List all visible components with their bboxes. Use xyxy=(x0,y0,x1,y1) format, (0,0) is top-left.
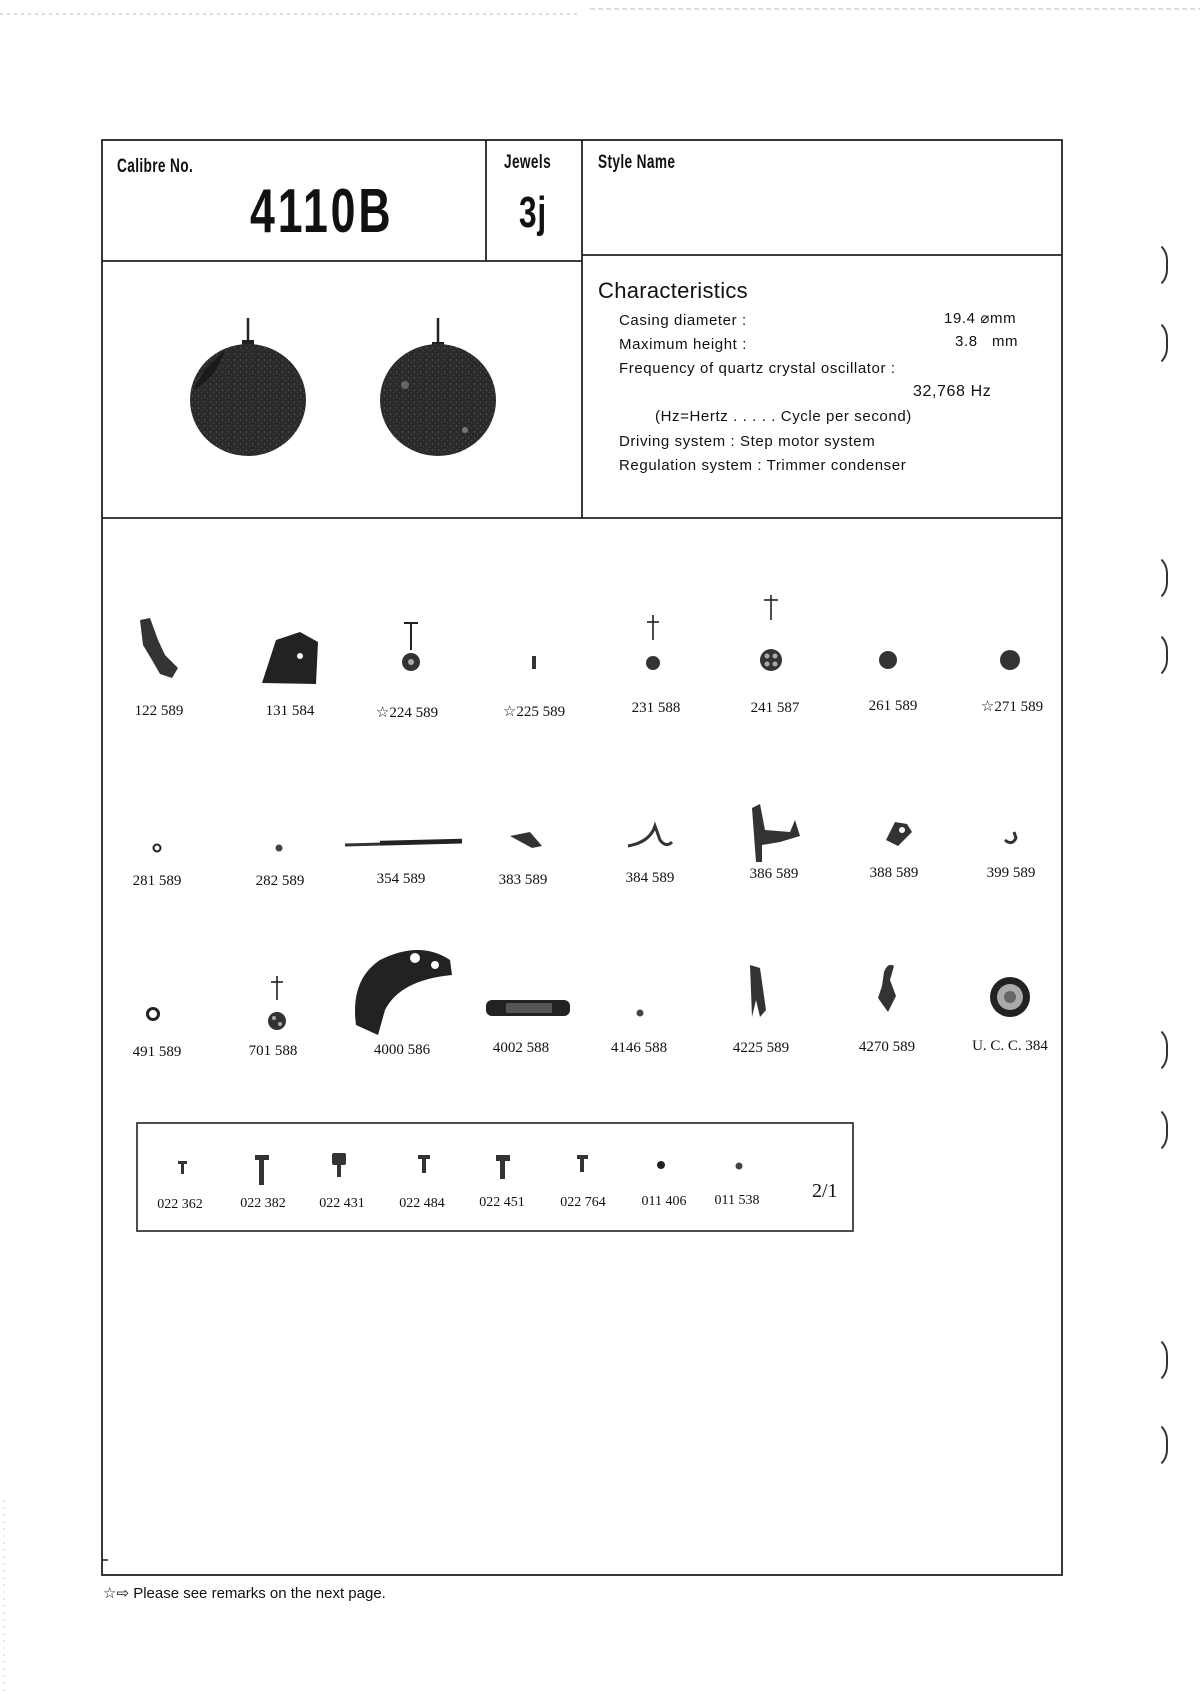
part-label: 231 588 xyxy=(631,700,681,716)
part-label: 131 584 xyxy=(265,703,315,719)
battery-cell-icon xyxy=(990,977,1030,1017)
jumper-part-icon xyxy=(140,618,178,678)
scale-ratio: 2/1 xyxy=(812,1180,838,1202)
ring-icon xyxy=(154,845,161,852)
spring-lever-icon xyxy=(628,826,672,846)
casing-diameter-label: Casing diameter : xyxy=(619,312,747,329)
screw-label: 022 451 xyxy=(479,1195,525,1210)
part-label: 4000 586 xyxy=(373,1042,431,1058)
screw-label: 022 362 xyxy=(157,1197,203,1212)
wheel-pinion-icon xyxy=(402,622,420,671)
coil-block-icon xyxy=(486,1000,570,1016)
screw-icon xyxy=(255,1155,269,1185)
stem-icon xyxy=(345,841,462,845)
part-label: 383 589 xyxy=(498,872,548,888)
spoked-wheel-icon xyxy=(268,976,286,1030)
characteristics-title: Characteristics xyxy=(598,278,748,303)
screw-icon xyxy=(178,1161,187,1174)
part-label: 4225 589 xyxy=(732,1040,790,1056)
battery-clamp-icon xyxy=(878,965,896,1012)
part-label: 241 587 xyxy=(750,700,800,716)
part-label: U. C. C. 384 xyxy=(972,1038,1048,1054)
regulation-system: Regulation system : Trimmer condenser xyxy=(619,457,907,474)
part-label: ☆271 589 xyxy=(980,699,1044,715)
screw-label: 011 538 xyxy=(714,1193,760,1208)
part-label: 701 588 xyxy=(248,1043,298,1059)
screw-label: 022 431 xyxy=(319,1196,365,1211)
screw-label: 022 484 xyxy=(399,1196,445,1211)
casing-diameter-value: 19.4 ⌀mm xyxy=(944,310,1017,327)
jewels-value: 3j xyxy=(519,188,547,237)
lever-icon xyxy=(510,832,542,848)
frequency-label: Frequency of quartz crystal oscillator : xyxy=(619,360,896,377)
part-label: 399 589 xyxy=(986,865,1036,881)
calibre-number: 4110B xyxy=(250,177,394,246)
frequency-value: 32,768 Hz xyxy=(913,383,992,400)
small-wheel-icon xyxy=(637,1010,644,1017)
part-label: 384 589 xyxy=(625,870,675,886)
yoke-icon xyxy=(752,804,800,862)
washer-icon xyxy=(148,1009,159,1020)
spoked-wheel-icon xyxy=(760,595,782,671)
style-name-label: Style Name xyxy=(598,152,676,173)
wheel-pinion-icon xyxy=(646,615,660,670)
max-height-value: 3.8 mm xyxy=(955,333,1019,350)
calibre-label: Calibre No. xyxy=(117,156,194,177)
jewels-label: Jewels xyxy=(504,152,552,173)
screw-label: 022 382 xyxy=(240,1196,286,1211)
footnote-text: Please see remarks on the next page. xyxy=(133,1585,386,1602)
part-label: ☆225 589 xyxy=(502,704,566,720)
screw-icon xyxy=(496,1155,510,1179)
part-label: ☆224 589 xyxy=(375,705,439,721)
part-label: 4270 589 xyxy=(858,1039,916,1055)
driving-system: Driving system : Step motor system xyxy=(619,433,876,450)
part-label: 261 589 xyxy=(868,698,918,714)
small-wheel-icon xyxy=(879,651,897,669)
circuit-block-icon xyxy=(355,950,452,1035)
screw-label: 022 764 xyxy=(560,1195,606,1210)
part-label: 354 589 xyxy=(376,871,426,887)
clip-icon xyxy=(1005,832,1016,843)
part-label: 388 589 xyxy=(869,865,919,881)
small-pin-icon xyxy=(532,656,536,669)
footnote-symbol: ☆⇨ xyxy=(103,1585,130,1602)
part-label: 386 589 xyxy=(749,866,799,882)
bridge-plate-icon xyxy=(262,632,318,684)
jewel-dot-icon xyxy=(736,1163,743,1170)
footnote xyxy=(103,1584,386,1602)
screw-label: 011 406 xyxy=(641,1194,687,1209)
part-label: 4002 588 xyxy=(492,1040,550,1056)
max-height-label: Maximum height : xyxy=(619,336,747,353)
jewel-dot-icon xyxy=(657,1161,665,1169)
screw-icon xyxy=(577,1155,588,1172)
part-label: 491 589 xyxy=(132,1044,182,1060)
part-label: 122 589 xyxy=(134,703,184,719)
screw-icon xyxy=(332,1153,346,1177)
part-label: 281 589 xyxy=(132,873,182,889)
terminal-icon xyxy=(750,965,766,1017)
hertz-note: (Hz=Hertz . . . . . Cycle per second) xyxy=(655,408,912,425)
part-label: 282 589 xyxy=(255,873,305,889)
tiny-wheel-icon xyxy=(276,845,283,852)
small-wheel-icon xyxy=(1000,650,1020,670)
screw-icon xyxy=(418,1155,430,1173)
part-label: 4146 588 xyxy=(610,1040,668,1056)
setting-lever-icon xyxy=(886,822,912,846)
